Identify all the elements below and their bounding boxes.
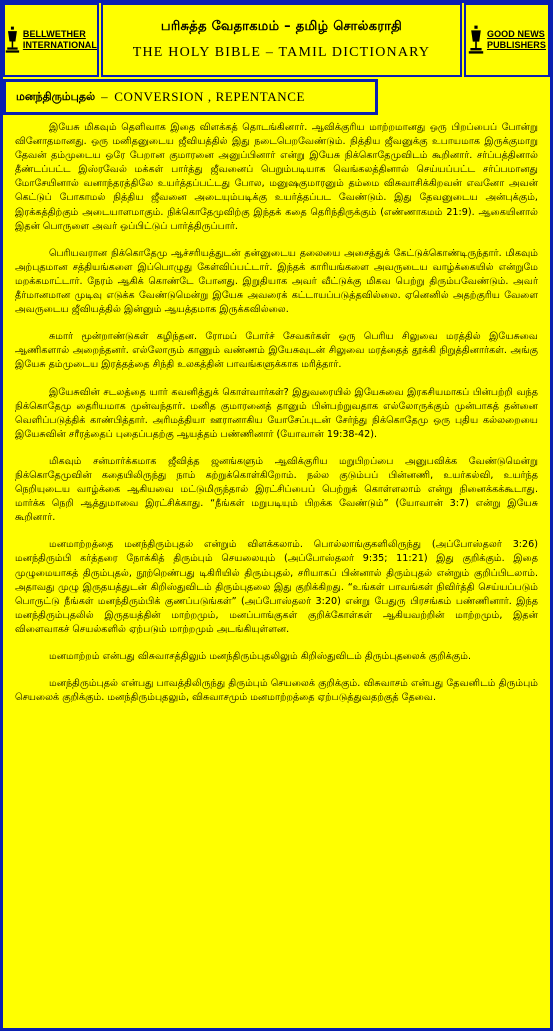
paragraph: இயேசு மிகவும் தெளிவாக இதை விளக்கத் தொடங்கினார். ஆவிக்குரிய மாற்றமானது ஒரு பிறப்பைப் போன்று வினோதமானது. ஒரு மனிதனுடைய ஜீவியத்தில் இது நடைபெறவேண்டும். நித்திய ஜீவனுக்கு உபாயமாக இருக்குமாறு தேவன் தம்முடைய ஒரே பேறான குமாரனை அனுப்பினார் என்று இயேசு நிக்கொதேமுவிடம் கூறினார். சர்ப்பத்தினால் தீண்டப்பட்ட இஸ்ரவேல் மக்கள் பார்த்து ஜீவனைப் பெறும்படியாக வெங்கலத்தினால் செய்யப்பட்ட சர்ப்பமானது மோசேயினால் வனாந்தரத்திலே உயர்த்தப்பட்டது போல, மனுஷகுமாரனும் தம்மை விசுவாசிக்கிறவன் எவனோ அவன் கெட்டுப் போகாமல் நித்திய ஜீவனை அடையும்படிக்கு உயர்த்தப்பட வேண்டும். இது தேவனுடைய அன்புக்கும், இரக்கத்திற்கும் அடையாளமாகும். நிக்கொதேமுவிற்கு இந்தக் கதை தெரிந்திருக்கும் (எண்ணாகமம் 21:9). ஆகையினால் இதன் பொருளை அவர் ஒப்பிட்டுப் பார்த்திருப்பார்.: [15, 122, 538, 232]
section-title-separator: –: [101, 89, 109, 104]
title-tamil: பரிசுத்த வேதாகமம் – தமிழ் சொல்கராதி: [160, 19, 403, 34]
good-news-logo: [464, 3, 550, 77]
lamp-icon: [468, 20, 484, 60]
header: [3, 3, 550, 77]
article-body: [15, 121, 538, 1021]
right-logo-line2: PUBLISHERS: [486, 40, 546, 50]
section-title: [3, 79, 378, 115]
paragraph: சுமார் மூன்றாண்டுகள் கழிந்தன. ரோமப் போர்ச் சேவகர்கள் ஒரு பெரிய சிலுவை மரத்தில் இயேசுவை ஆணிகளால் அறைந்தனர். எல்லோரும் காணும் வண்ணம் இயேசுவுடன் சிலுவை மரத்தைத் தூக்கி நிறுத்தினார்கள். அங்கு இயேசு தம்முடைய இரத்தத்தை சிந்தி உலகத்தின் பாவங்களுக்காக மரித்தார்.: [15, 331, 538, 371]
lamp-icon: [5, 20, 20, 60]
right-logo-line1: GOOD NEWS: [486, 29, 545, 39]
paragraph: இயேசுவின் சடலத்தை யார் கவனித்துக் கொள்வார்கள்? இதுவரையில் இயேசுவை இரகசியமாகப் பின்பற்றி வந்த நிக்கொதேமு தைரியமாக முன்வந்தார். மனித குமாரனைத் தானும் பின்பற்றுவதாக எல்லோருக்கும் முன்பாகத் தன்னை வெளிப்படுத்திக் காண்பித்தார். அரிமத்தியா ஊரானாகிய யோசேப்புடன் சேர்ந்து நிக்கொதேமு ஒரு புதிய கல்லறையை இயேசுவின் சரீரத்தைப் புதைப்பதற்கு ஆயத்தம் பண்ணினார் (யோவான் 19:38-42).: [15, 386, 538, 440]
section-title-tamil: மனந்திரும்புதல்: [16, 89, 96, 103]
paragraph: பெரியவரான நிக்கொதேமு ஆச்சரியத்துடன் தன்னுடைய தலையை அசைத்துக் கேட்டுக்கொண்டிருந்தார். மிகவும் அற்புதமான சத்தியங்களை இப்பொழுது கேள்விப்பட்டார். இந்தக் காரியங்களை அவருடைய வாழ்க்கையில் என்றுமே மறக்கமாட்டார். நேரம் ஆகிக் கொண்டே போனது. இறுதியாக அவர் வீட்டுக்கு மிகவ பெற்று திரும்பவேண்டும். அவர் தீர்மானமான முடிவு எடுக்க வேண்டுமென்று இயேசு அவரைக் கட்டாயப்படுத்தவில்லை. ஏனெனில் அதற்குரிய வேளை அவருடைய ஜீவியத்தில் இன்னும் ஆயத்தமாக இருக்கவில்லை.: [15, 247, 538, 316]
bellwether-logo: [3, 3, 99, 77]
section-title-english: CONVERSION , REPENTANCE: [114, 89, 306, 104]
paragraph: மிகவும் சன்மார்க்கமாக ஜீவித்த ஜனங்களும் ஆவிக்குரிய மறுபிறப்பை அனுபவிக்க வேண்டுமென்று நிக்கொதேமுவின் கதையிலிருந்து நாம் கற்றுக்கொள்கிறோம். நல்ல குடும்பப் பின்னணி, உயர்கல்வி, உயர்ந்த நெறியுடைய வாழ்க்கை ஆகியவை மட்டுமிருந்தால் இரட்சிப்பைப் பெற்றுக் கொள்ளலாம் என்று நினைக்கக்கூடாது. மார்க்க நெறி ஆத்துமாவை இரட்சிக்காது. “நீங்கள் மறுபடியும் பிறக்க வேண்டும்” (யோவான் 3:7) என்று இயேசு கூறினார்.: [15, 455, 538, 524]
paragraph: மனமாற்றம் என்பது விசுவாசத்திலும் மனந்திரும்புதலிலும் கிறிஸ்துவிடம் திரும்புதலைக் குறிக்கும்.: [49, 651, 472, 662]
title-english: THE HOLY BIBLE – TAMIL DICTIONARY: [132, 45, 431, 60]
paragraph: மனந்திரும்புதல் என்பது பாவத்திலிருந்து திரும்பும் செயலைக் குறிக்கும். விசுவாசம் என்பது தேவனிடம் திரும்பும் செயலைக் குறிக்கும். மனந்திரும்புதலும், விசுவாசமும் மனமாற்றத்தை ஏற்படுத்துவதற்குத் தேவை.: [15, 678, 538, 704]
title-box: [101, 3, 462, 77]
left-logo-line2: INTERNATIONAL: [22, 40, 97, 50]
paragraph: மனமாற்றத்தை மனந்திரும்புதல் என்றும் விளக்கலாம். பொல்லாங்குகளிலிருந்து (அப்போஸ்தலர் 3:26) மனந்திரும்பி கர்த்தரை நோக்கித் திரும்பும் செயலையும் (அப்போஸ்தலர் 9:35; 11:21) இது குறிக்கும். இதை முழுமையாகத் திரும்புதல், நூற்றெண்பது டிகிரியில் திரும்புதல், சரியாகப் பின்னால் திரும்புதல் என்றும் குறிப்பிடலாம். அதாவது முழு இருதயத்துடன் கிறிஸ்துவிடம் திரும்புதலை இது குறிக்கிறது. “உங்கள் பாவங்கள் நிவிர்த்தி செய்யப்படும் பொருட்டு நீங்கள் மனந்திரும்பிக் குணப்படுங்கள்” (அப்போஸ்தலர் 3:20) என்று பேதுரு பிரசங்கம் பண்ணினார். இந்த மனந்திரும்புதலில் இருதயத்தின் மாற்றமும், மனப்பாங்குகள் குறிக்கோள்கள் ஆகியவற்றின் மாற்றமும், இதன் விளைவாகச் செயல்களில் ஏற்படும் மாற்றமும் அடங்கியுள்ளன.: [15, 539, 538, 635]
left-logo-line1: BELLWETHER: [22, 29, 86, 39]
